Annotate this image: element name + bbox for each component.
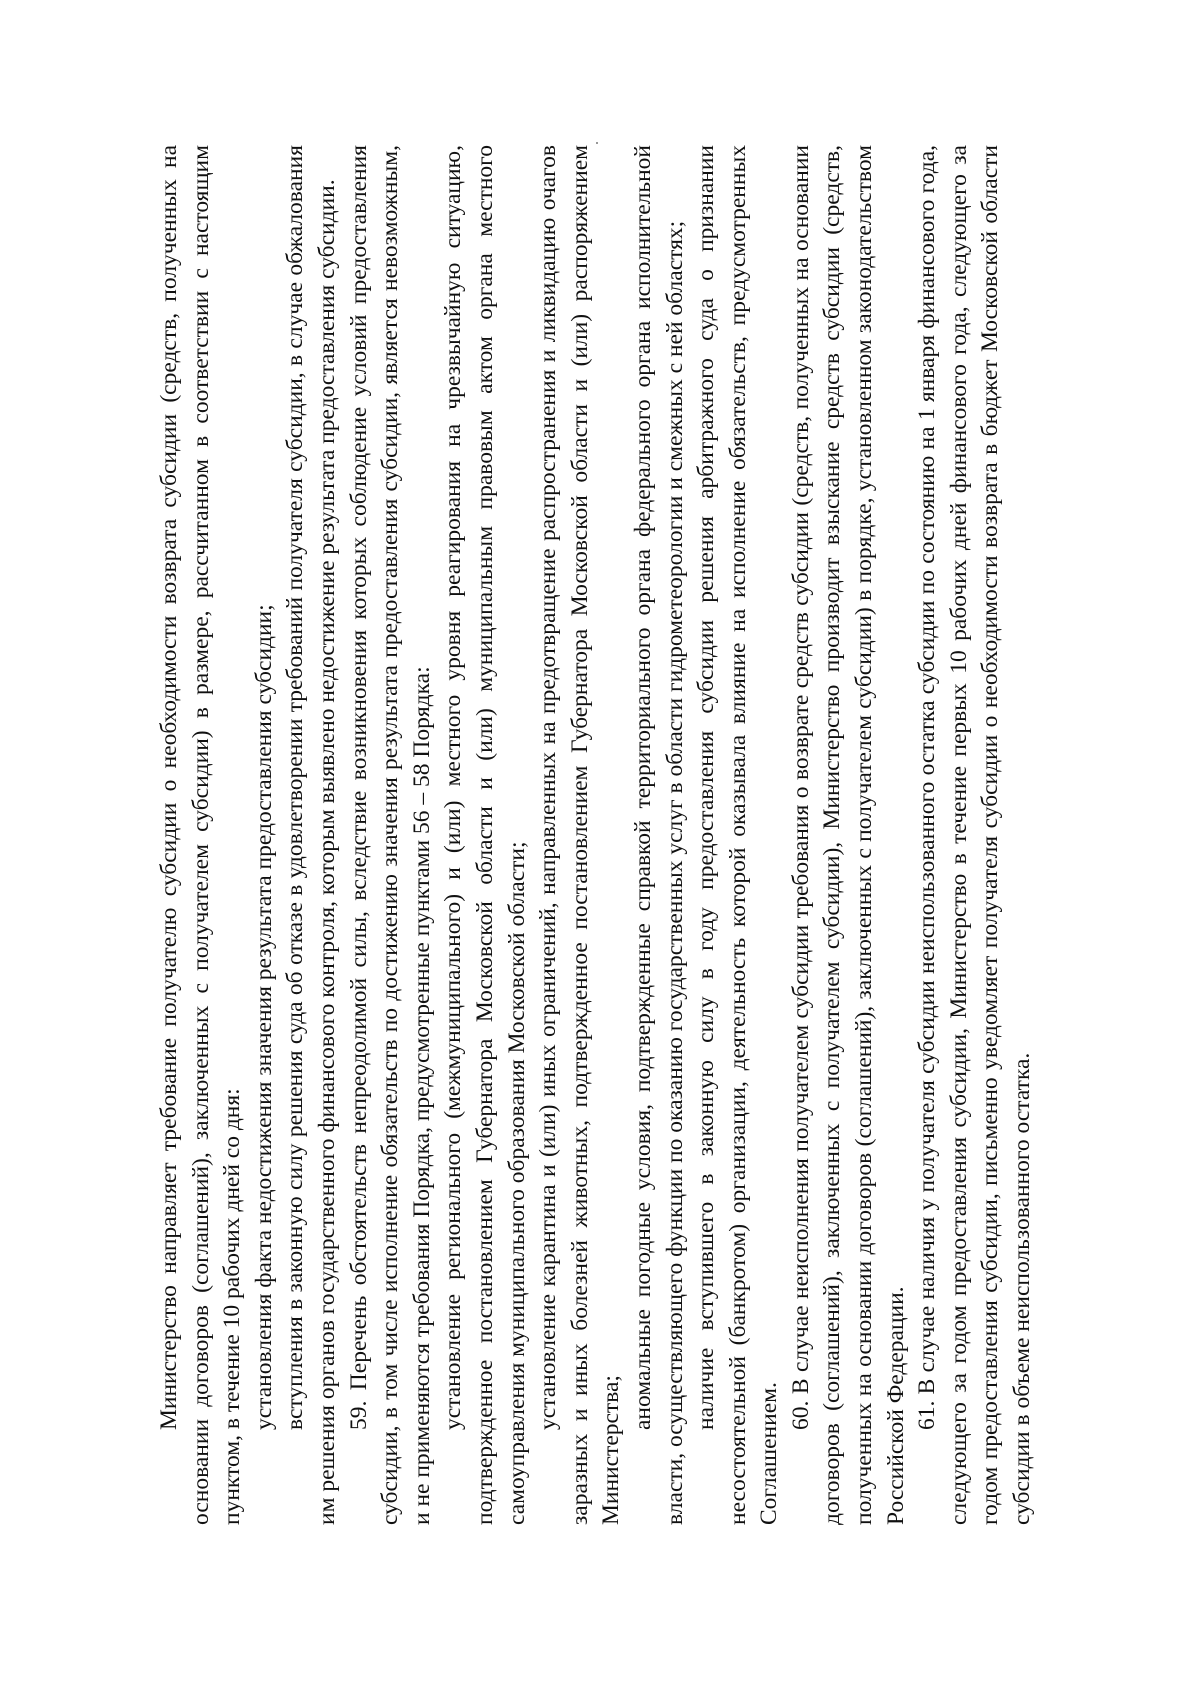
paragraph: 61. В случае наличия у получателя субсидии неиспользованного остатка субсидии по состоянию на 1 января финансового года, следующего за годом предоставления субсидии, Министерство в течение первых 10 рабочих дней финансового года, следующего за годом предоставления субсидии, письменно уведомляет получателя субсидии о необходимости возврата в бюджет Московской области субсидии в объеме неиспользованного остатка. bbox=[914, 145, 1036, 1525]
paragraph: установление регионального (межмуниципального) и (или) местного уровня реагирования на чрезвычайную ситуацию, подтвержденное постановлением Губернатора Московской области и (или) муниципальным правовым актом органа местного самоуправления муниципального образования Московской области; bbox=[440, 145, 530, 1525]
paragraph: вступления в законную силу решения суда об отказе в удовлетворении требований получателя субсидии, в случае обжалования им решения органов государственного финансового контроля, которым выявлено недостижение результата предоставления субсидии. bbox=[282, 145, 340, 1525]
document-body bbox=[154, 145, 1039, 1525]
paragraph: 59. Перечень обстоятельств непреодолимой силы, вследствие возникновения которых соблюдение условий предоставления субсидии, в том числе исполнение обязательств по достижению значения результата предоставления субсидии, является невозможным, и не применяются требования Порядка, предусмотренные пунктами 56 – 58 Порядка: bbox=[345, 145, 435, 1525]
paragraph: 60. В случае неисполнения получателем субсидии требования о возврате средств субсидии (средств, полученных на основании договоров (соглашений), заключенных с получателем субсидии), Министерство производит взыскание средств субсидии (средств, полученных на основании договоров (соглашений), заключенных с получателем субсидии) в порядке, установленном законодательством Российской Федерации. bbox=[787, 145, 909, 1525]
paragraph: установления факта недостижения значения результата предоставления субсидии; bbox=[250, 604, 277, 1430]
paragraph: Министерство направляет требование получателю субсидии о необходимости возврата субсидии (средств, полученных на основании договоров (соглашений), заключенных с получателем субсидии) в размере, рассчитанном в соответствии с настоящим пунктом, в течение 10 рабочих дней со дня: bbox=[156, 145, 246, 1525]
paragraph: наличие вступившего в законную силу в году предоставления субсидии решения арбитражного суда о признании несостоятельной (банкротом) организации, деятельность которой оказывала влияние на исполнение обязательств, предусмотренных Соглашением. bbox=[693, 145, 783, 1525]
paragraph: аномальные погодные условия, подтвержденные справкой территориального органа федерального органа исполнительной власти, осуществляющего функции по оказанию государственных услуг в области гидрометеорологии и смежных с ней областях; bbox=[629, 145, 688, 1525]
rotated-content bbox=[88, 91, 1112, 1611]
paragraph: установление карантина и (или) иных ограничений, направленных на предотвращение распространения и ликвидацию очагов заразных и иных болезней животных, подтвержденное постановлением Губернатора Московской области и (или) распоряжением Министерства; bbox=[535, 145, 625, 1525]
